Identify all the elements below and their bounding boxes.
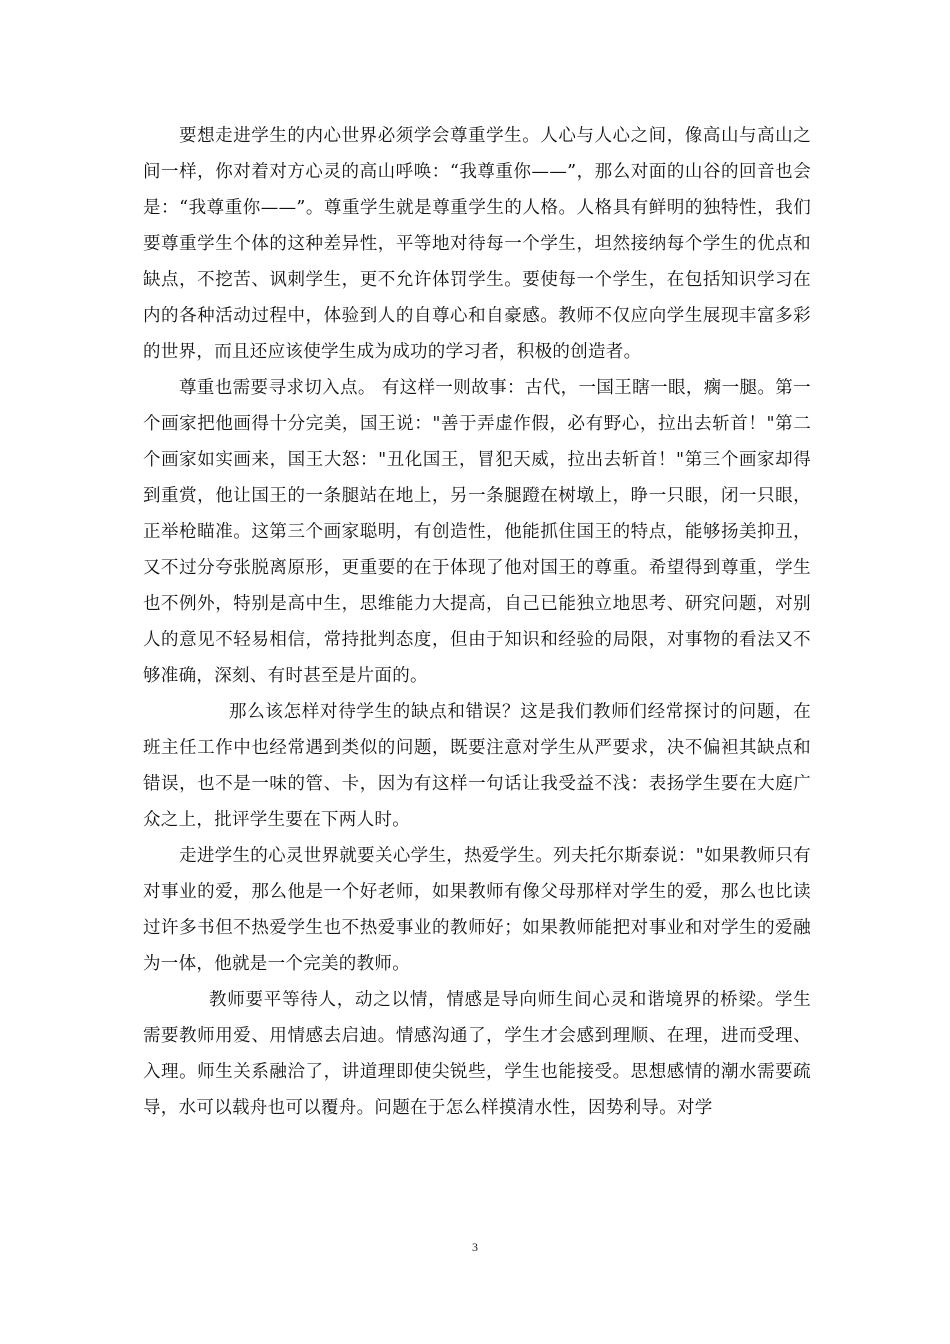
paragraph-mistakes: 那么该怎样对待学生的缺点和错误？这是我们教师们经常探讨的问题，在班主任工作中也经常遇到类似的问题，既要注意对学生从严要求，决不偏袒其缺点和错误，也不是一味的管、卡，因为有这样一句话让我受益不浅：表扬学生要在大庭广众之上，批评学生要在下两人时。 [143, 702, 811, 830]
paragraph-care: 走进学生的心灵世界就要关心学生，热爱学生。列夫托尔斯泰说："如果教师只有对事业的爱，那么他是一个好老师，如果教师有像父母那样对学生的爱，那么也比读过许多书但不热爱学生也不热爱事业的教师好；如果教师能把对事业和对学生的爱融为一体，他就是一个完美的教师。 [143, 846, 811, 974]
paragraph-king-story: 尊重也需要寻求切入点。 有这样一则故事：古代，一国王瞎一眼，瘸一腿。第一个画家把他画得十分完美，国王说："善于弄虚作假，必有野心，拉出去斩首！"第二个画家如实画来，国王大怒："丑化国王，冒犯天威，拉出去斩首！"第三个画家却得到重赏，他让国王的一条腿站在地上，另一条腿蹬在树墩上，睁一只眼，闭一只眼，正举枪瞄准。这第三个画家聪明，有创造性，他能抓住国王的特点，能够扬美抑丑，又不过分夸张脱离原形，更重要的在于体现了他对国王的尊重。希望得到尊重，学生也不例外，特别是高中生，思维能力大提高，自己已能独立地思考、研究问题，对别人的意见不轻易相信，常持批判态度，但由于知识和经验的局限，对事物的看法又不够准确，深刻、有时甚至是片面的。 [143, 378, 811, 686]
paragraph-equality: 教师要平等待人，动之以情，情感是导向师生间心灵和谐境界的桥梁。学生需要教师用爱、用情感去启迪。情感沟通了，学生才会感到理顺、在理，进而受理、入理。师生关系融洽了，讲道理即使尖锐些，学生也能接受。思想感情的潮水需要疏导，水可以载舟也可以覆舟。问题在于怎么样摸清水性，因势利导。对学 [143, 990, 811, 1118]
paragraph-respect: 要想走进学生的内心世界必须学会尊重学生。人心与人心之间，像高山与高山之间一样，你对着对方心灵的高山呼唤：“我尊重你——”，那么对面的山谷的回音也会是：“我尊重你——”。尊重学生就是尊重学生的人格。人格具有鲜明的独特性，我们要尊重学生个体的这种差异性，平等地对待每一个学生，坦然接纳每个学生的优点和缺点，不挖苦、讽刺学生，更不允许体罚学生。要使每一个学生，在包括知识学习在内的各种活动过程中，体验到人的自尊心和自豪感。教师不仅应向学生展现丰富多彩的世界，而且还应该使学生成为成功的学习者，积极的创造者。 [143, 126, 811, 362]
body-text [143, 118, 811, 1126]
page-number: 3 [472, 1240, 478, 1254]
